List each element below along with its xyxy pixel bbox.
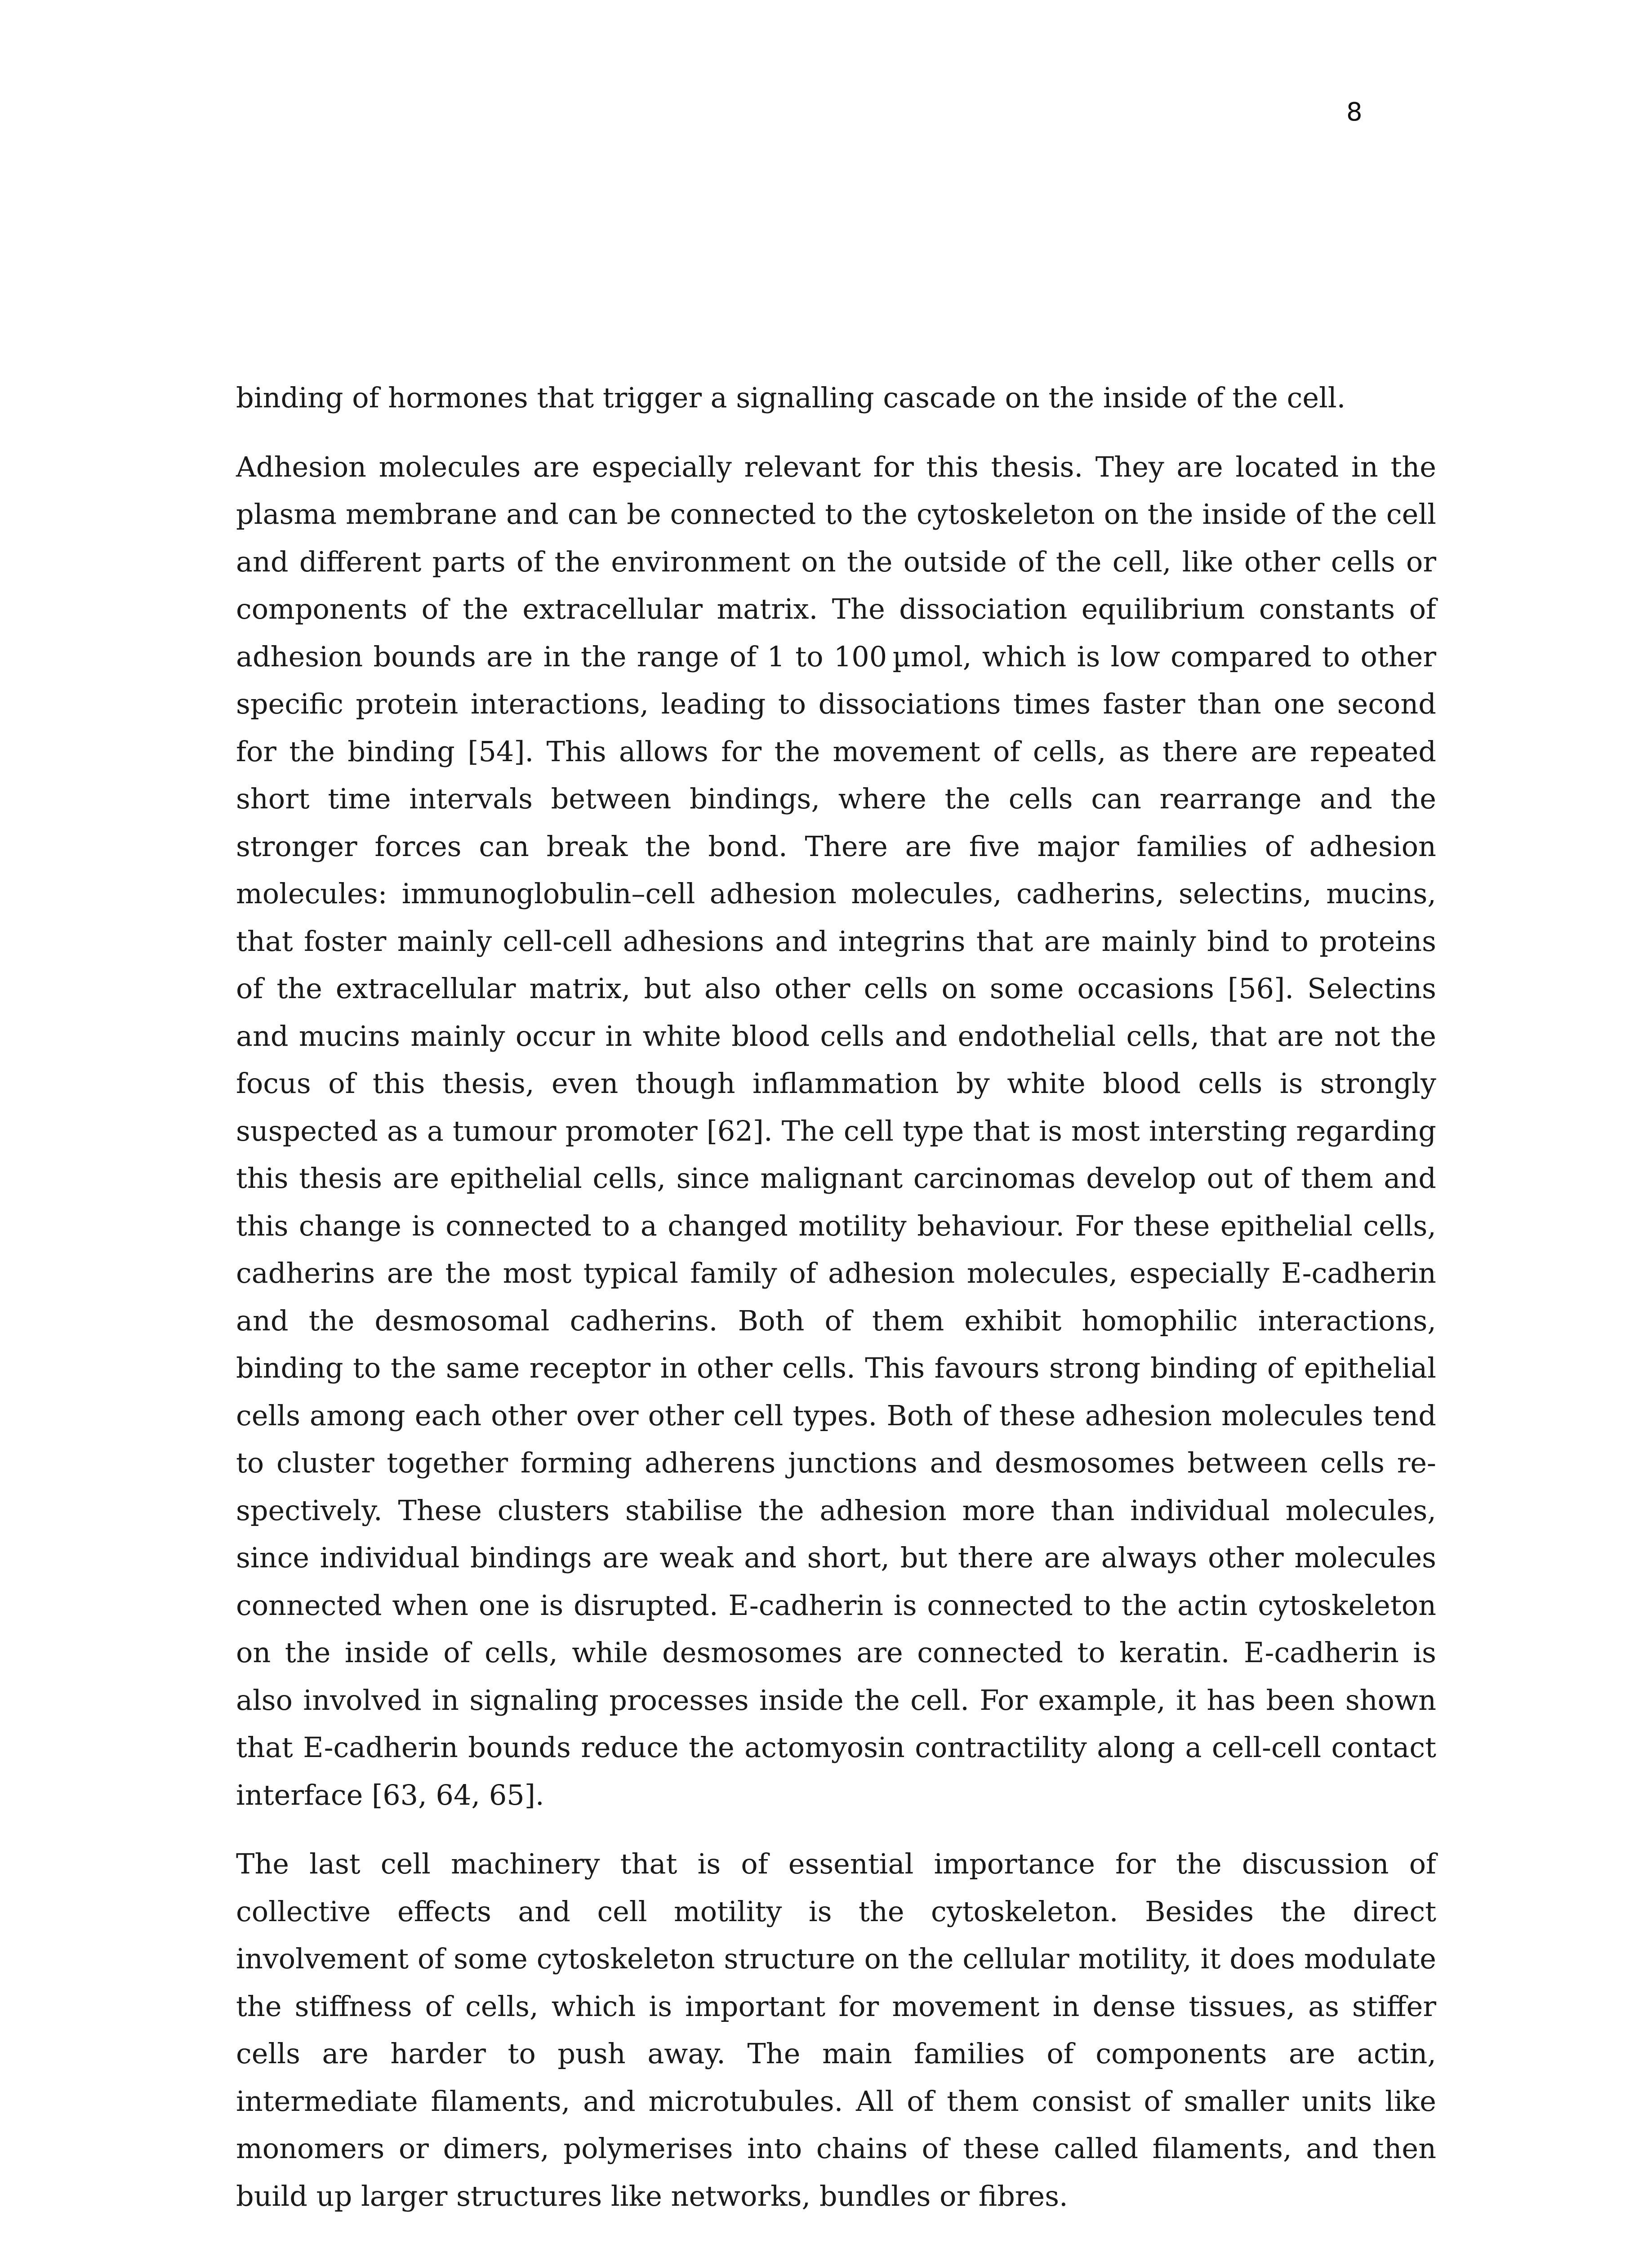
page-number: 8 bbox=[1346, 98, 1363, 127]
paragraph-adhesion-molecules: Adhesion molecules are especially relevant for this thesis. They are located in the plasma membrane and can be connected to the cytoskeleton on the inside of the cell and different parts of the environment on the outside of the cell, like other cells or components of the extracellular matrix. The dissociation equilibrium constants of adhesion bounds are in the range of 1 to 100 µmol, which is low compared to other specific protein interactions, leading to dissociations times faster than one second for the binding [54]. This allows for the movement of cells, as there are repeated short time intervals between bindings, where the cells can rearrange and the stronger forces can break the bond. There are five major families of adhesion molecules: immunoglobulin–cell adhesion molecules, cadherins, selectins, mucins, that foster mainly cell-cell adhesions and integrins that are mainly bind to proteins of the extracellular matrix, but also other cells on some occasions [56]. Selectins and mucins mainly occur in white blood cells and endothelial cells, that are not the focus of this thesis, even though inflammation by white blood cells is strongly suspected as a tumour promoter [62]. The cell type that is most intersting regarding this thesis are epithelial cells, since malignant carcinomas develop out of them and this change is connected to a changed motility behaviour. For these epithelial cells, cadherins are the most typical family of adhesion molecules, especially E-cadherin and the desmosomal cadherins. Both of them exhibit homophilic interactions, binding to the same receptor in other cells. This favours strong binding of epithelial cells among each other over other cell types. Both of these adhesion molecules tend to cluster together forming adherens junctions and desmosomes between cells respectively. These clusters stabilise the adhesion more than individual molecules, since individual bindings are weak and short, but there are always other molecules connected when one is disrupted. E-cadherin is connected to the actin cytoskeleton on the inside of cells, while desmosomes are connected to keratin. E-cadherin is also involved in signaling processes inside the cell. For example, it has been shown that E-cadherin bounds reduce the actomyosin contractility along a cell-cell contact interface [63, 64, 65]. bbox=[236, 450, 1436, 1811]
paragraph-hormone-binding: binding of hormones that trigger a signalling cascade on the inside of the cell. bbox=[236, 381, 1346, 414]
body-text bbox=[236, 374, 1436, 2220]
paragraph-cytoskeleton: The last cell machinery that is of essential importance for the discussion of collective effects and cell motility is the cytoskeleton. Besides the direct involvement of some cytoskeleton structure on the cellular motility, it does modulate the stiffness of cells, which is important for movement in dense tissues, as stiffer cells are harder to push away. The main families of components are actin, intermediate filaments, and microtubules. All of them consist of smaller units like monomers or dimers, polymerises into chains of these called filaments, and then build up larger structures like networks, bundles or fibres. bbox=[236, 1847, 1436, 2212]
